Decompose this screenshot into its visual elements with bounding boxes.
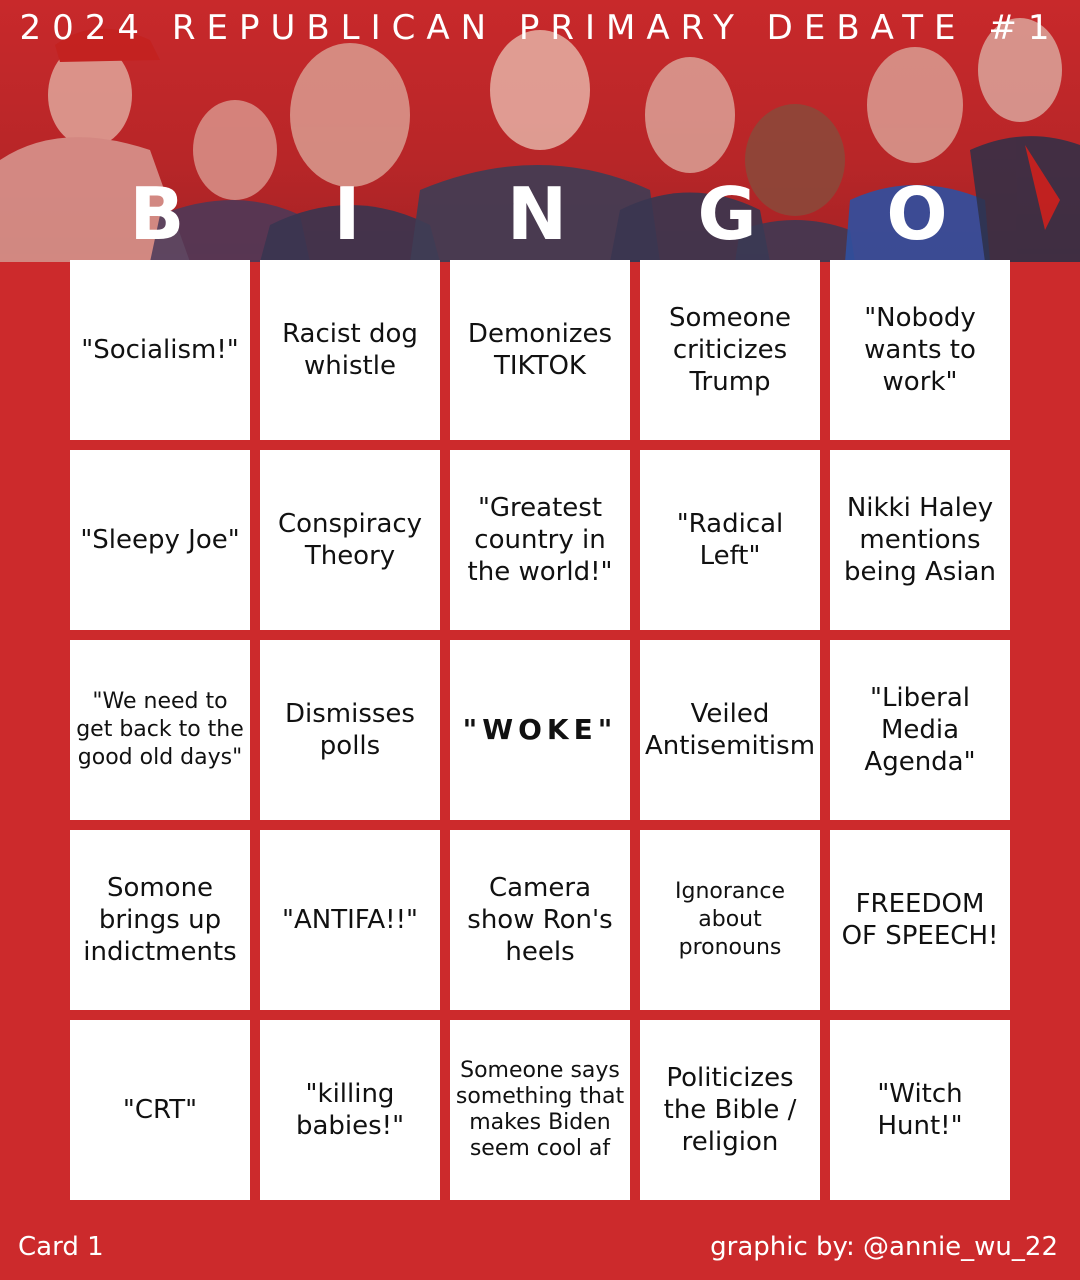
bingo-cell[interactable] [260,1020,440,1200]
cell-label: "We need to get back to the good old days" [76,689,244,770]
bingo-cell[interactable] [640,830,820,1010]
cell-label: "Liberal Media Agenda" [864,683,976,777]
bingo-grid [70,260,1010,1200]
cell-label: "Sleepy Joe" [80,525,240,555]
bingo-letter-n: N [506,172,568,256]
cell-label: "WOKE" [462,713,618,746]
cell-label: Conspiracy Theory [277,509,423,571]
bingo-cell[interactable] [70,830,250,1010]
cell-label: Someone says something that makes Biden seem cool af [455,1058,625,1161]
bingo-cell[interactable] [830,450,1010,630]
cell-label: Someone criticizes Trump [668,303,792,397]
cell-label: Camera show Ron's heels [467,873,613,967]
bingo-cell[interactable] [260,830,440,1010]
bingo-cell[interactable] [70,640,250,820]
cell-label: Racist dog whistle [282,319,418,381]
cell-label: Politicizes the Bible / religion [663,1063,797,1157]
bingo-cell[interactable] [260,640,440,820]
header-banner [0,0,1080,262]
bingo-cell[interactable] [830,260,1010,440]
bingo-cell[interactable] [70,260,250,440]
bingo-cell[interactable] [830,640,1010,820]
cell-label: Somone brings up indictments [83,873,237,967]
bingo-letter-g: G [697,172,757,256]
bingo-cell[interactable] [640,640,820,820]
cell-label: FREEDOM OF SPEECH! [841,889,999,951]
bingo-cell[interactable] [260,450,440,630]
bingo-cell[interactable] [450,450,630,630]
bingo-letter-o: O [886,172,948,256]
cell-label: Demonizes TIKTOK [467,319,613,381]
credit-text: graphic by: @annie_wu_22 [710,1232,1058,1262]
bingo-cell[interactable] [260,260,440,440]
bingo-cell-free[interactable] [450,640,630,820]
cell-label: Nikki Haley mentions being Asian [844,493,996,587]
bingo-cell[interactable] [450,830,630,1010]
page-title: 2024 REPUBLICAN PRIMARY DEBATE #1 [19,8,1061,48]
card-label: Card 1 [18,1232,104,1262]
bingo-cell[interactable] [640,260,820,440]
bingo-cell[interactable] [830,830,1010,1010]
cell-label: "Socialism!" [81,335,239,365]
cell-label: "CRT" [122,1095,198,1125]
cell-label: "Nobody wants to work" [864,303,976,397]
bingo-cell[interactable] [70,1020,250,1200]
bingo-letter-i: I [333,172,361,256]
bingo-cell[interactable] [640,450,820,630]
cell-label: "killing babies!" [295,1079,405,1141]
cell-label: "ANTIFA!!" [282,905,418,935]
bingo-letter-b: B [129,172,185,256]
cell-label: "Witch Hunt!" [877,1079,963,1141]
cell-label: "Radical Left" [676,509,784,571]
cell-label: Dismisses polls [285,699,415,761]
bingo-cell[interactable] [70,450,250,630]
cell-label: Ignorance about pronouns [675,879,785,960]
bingo-cell[interactable] [640,1020,820,1200]
cell-label: "Greatest country in the world!" [467,493,613,587]
bingo-cell[interactable] [450,1020,630,1200]
bingo-cell[interactable] [830,1020,1010,1200]
bingo-cell[interactable] [450,260,630,440]
cell-label: Veiled Antisemitism [644,699,816,761]
